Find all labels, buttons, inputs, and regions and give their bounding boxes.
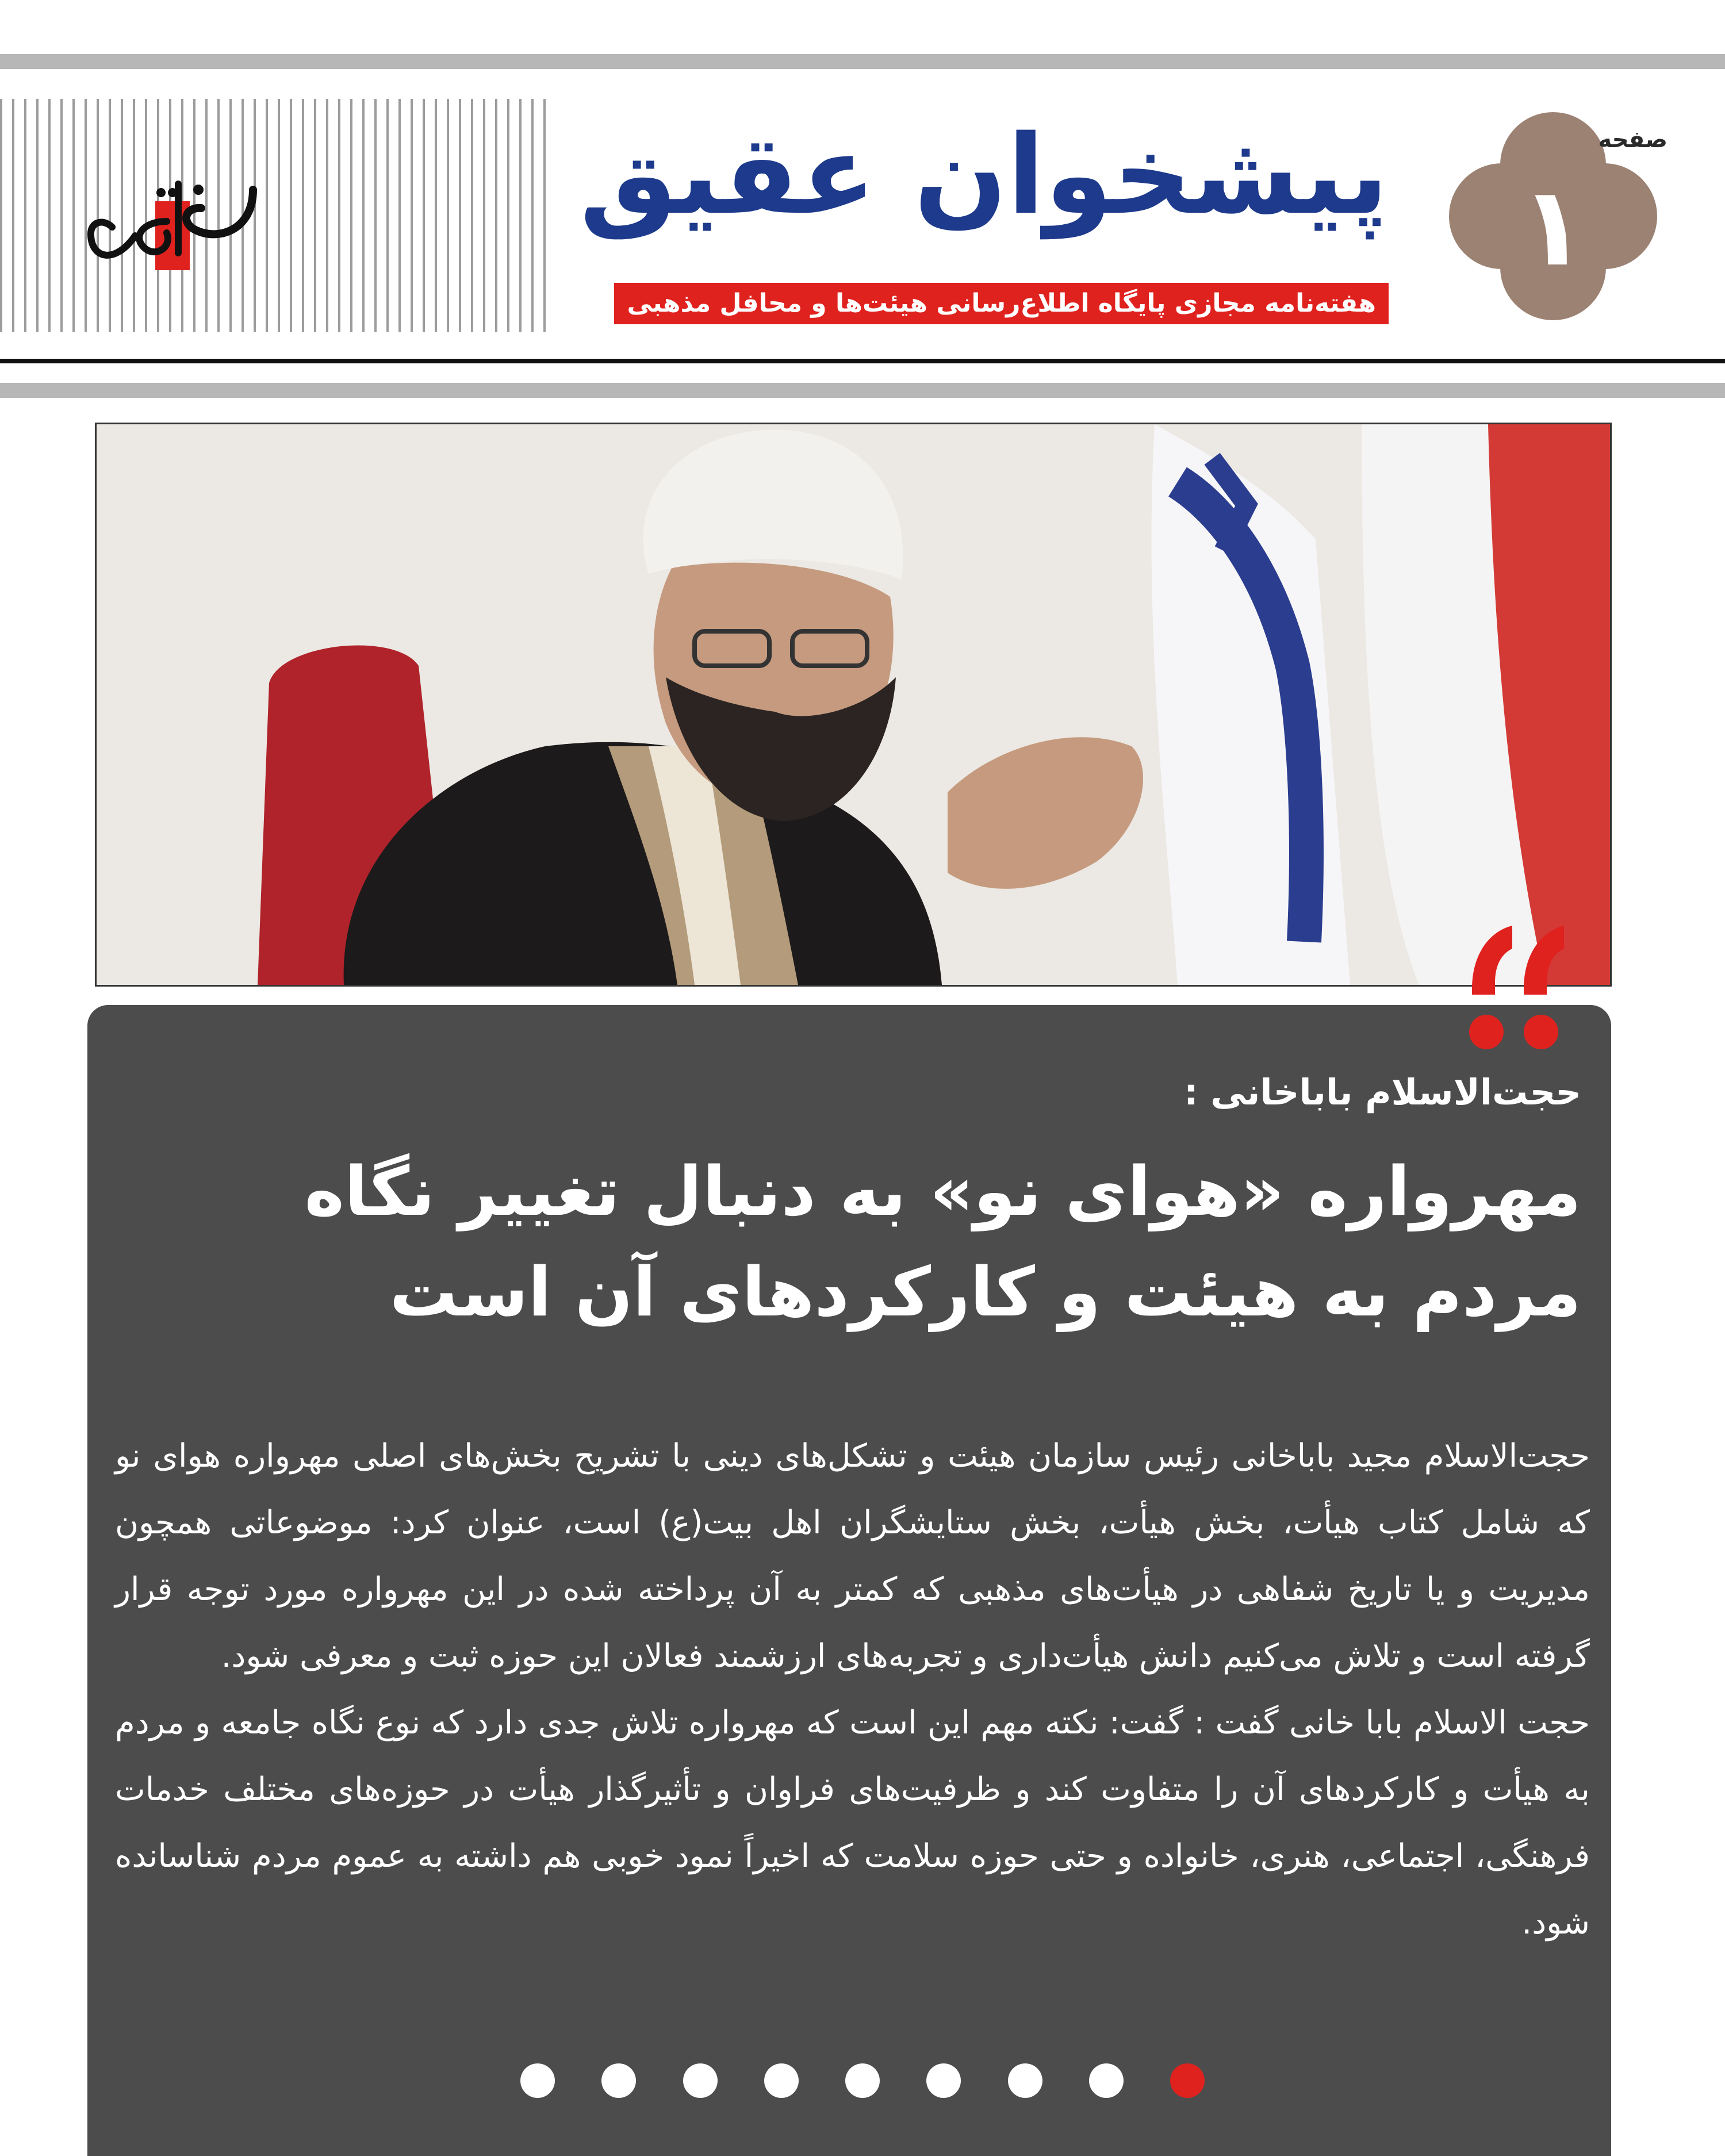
pagination-dot[interactable] bbox=[683, 2063, 718, 2098]
header-divider-grey bbox=[0, 383, 1725, 398]
headline-line: مردم به هیئت و کارکردهای آن است bbox=[389, 1252, 1581, 1332]
pagination-dot-active[interactable] bbox=[1170, 2063, 1205, 2098]
pagination-dot[interactable] bbox=[601, 2063, 636, 2098]
body-paragraph: حجت‌الاسلام مجید باباخانی رئیس سازمان هیئت و تشکل‌های دینی با تشریح بخش‌های اصلی مهرواره هوای نو که شامل کتاب هیأت، بخش هیأت، بخش ستایشگران اهل بیت(ع) است، عنوان کرد: موضوعاتی همچون مدیریت و یا تاریخ شفاهی در هیأت‌های مذهبی که کمتر به آن پرداخته شده در این مهرواره مورد توجه قرار گرفته است و تلاش می‌کنیم دانش هیأت‌داری و تجربه‌های ارزشمند فعالان این حوزه ثبت و معرفی شود. bbox=[115, 1437, 1590, 1675]
header-divider-black bbox=[0, 359, 1725, 363]
article-body bbox=[115, 1423, 1590, 1956]
speaker-photo bbox=[95, 423, 1612, 987]
headline-line: مهرواره «هوای نو» به دنبال تغییر نگاه bbox=[304, 1152, 1581, 1231]
pagination-dot[interactable] bbox=[520, 2063, 555, 2098]
top-divider bbox=[0, 54, 1725, 69]
pagination-dot[interactable] bbox=[1089, 2063, 1124, 2098]
pagination-dot[interactable] bbox=[764, 2063, 799, 2098]
quote-mark-icon bbox=[1460, 920, 1575, 1052]
article-headline bbox=[184, 1141, 1581, 1342]
pagination-dots bbox=[520, 2063, 1205, 2099]
pagination-dot[interactable] bbox=[926, 2063, 961, 2098]
aqiq-calligraphy-logo-icon bbox=[80, 167, 270, 282]
speaker-photo-icon bbox=[97, 424, 1610, 985]
body-paragraph: حجت الاسلام بابا خانی گفت : گفت: نکته مهم این است که مهرواره تلاش جدی دارد که نوع نگاه جامعه و مردم به هیأت و کارکردهای آن را متفاوت کند و ظرفیت‌های فراوان و تأثیرگذار هیأت در حوزه‌های مختلف خدمات فرهنگی، اجتماعی، هنری، خانواده و حتی حوزه سلامت که اخیراً نمود خوبی هم داشته به عموم مردم شناسانده شود. bbox=[115, 1704, 1590, 1942]
pagination-dot[interactable] bbox=[1008, 2063, 1042, 2098]
page-number: ۱ bbox=[1520, 163, 1586, 290]
page-label: صفحه bbox=[1598, 126, 1667, 153]
pagination-dot[interactable] bbox=[845, 2063, 880, 2098]
masthead-title: پیشخوان عقیق bbox=[579, 112, 1389, 239]
speaker-name: حجت‌الاسلام باباخانی : bbox=[1184, 1071, 1581, 1113]
masthead-subtitle: هفته‌نامه مجازی پایگاه اطلاع‌رسانی هیئت‌ها و محافل مذهبی bbox=[614, 283, 1389, 324]
